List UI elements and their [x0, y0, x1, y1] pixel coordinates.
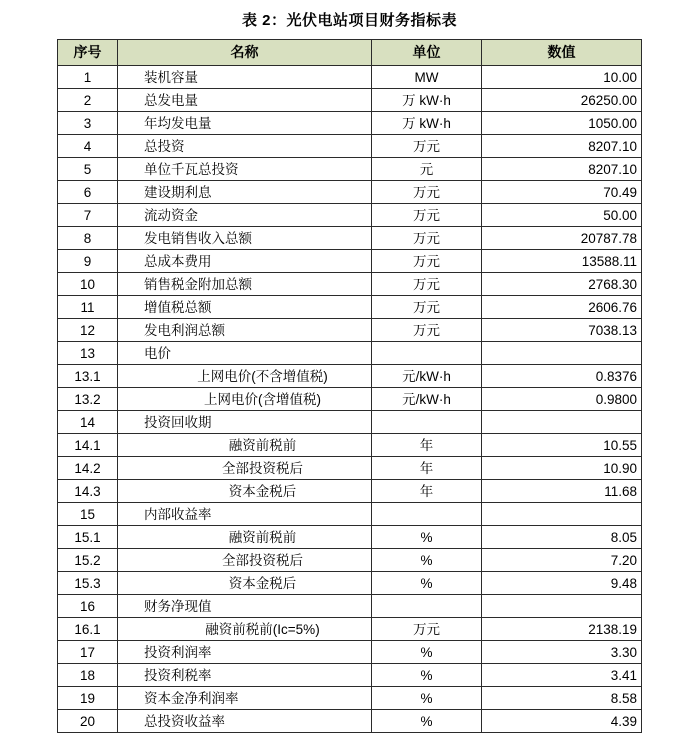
cell-value: 0.9800: [482, 388, 642, 411]
table-row: [58, 618, 642, 641]
cell-name: 上网电价(含增值税): [118, 388, 372, 411]
cell-name: 融资前税前: [118, 434, 372, 457]
cell-no: 19: [58, 687, 118, 710]
cell-name: 融资前税前(Ic=5%): [118, 618, 372, 641]
cell-unit: 万元: [372, 135, 482, 158]
cell-name: 总成本费用: [118, 250, 372, 273]
cell-value: [482, 342, 642, 365]
column-header-value: 数值: [482, 40, 642, 66]
cell-no: 12: [58, 319, 118, 342]
cell-unit: %: [372, 549, 482, 572]
table-row: [58, 250, 642, 273]
cell-no: 16.1: [58, 618, 118, 641]
cell-unit: %: [372, 664, 482, 687]
table-row: [58, 296, 642, 319]
cell-no: 14.2: [58, 457, 118, 480]
cell-no: 2: [58, 89, 118, 112]
cell-unit: 万元: [372, 618, 482, 641]
cell-name: 电价: [118, 342, 372, 365]
cell-unit: %: [372, 710, 482, 733]
cell-unit: [372, 503, 482, 526]
table-row: [58, 273, 642, 296]
page-title: 表 2：光伏电站项目财务指标表: [241, 12, 457, 29]
column-header-unit: 单位: [372, 40, 482, 66]
cell-name: 全部投资税后: [118, 549, 372, 572]
table-row: [58, 457, 642, 480]
table-row: [58, 641, 642, 664]
cell-name: 财务净现值: [118, 595, 372, 618]
cell-value: 2768.30: [482, 273, 642, 296]
cell-unit: %: [372, 687, 482, 710]
cell-unit: %: [372, 526, 482, 549]
table-row: [58, 549, 642, 572]
cell-no: 9: [58, 250, 118, 273]
cell-name: 融资前税前: [118, 526, 372, 549]
cell-unit: [372, 342, 482, 365]
table-row: [58, 411, 642, 434]
cell-value: [482, 595, 642, 618]
cell-no: 15.1: [58, 526, 118, 549]
cell-no: 6: [58, 181, 118, 204]
cell-value: 8207.10: [482, 135, 642, 158]
table-row: [58, 319, 642, 342]
table-row: [58, 572, 642, 595]
table-header-row: [58, 40, 642, 66]
cell-no: 4: [58, 135, 118, 158]
cell-value: [482, 411, 642, 434]
table-row: [58, 204, 642, 227]
cell-unit: 年: [372, 480, 482, 503]
cell-name: 发电利润总额: [118, 319, 372, 342]
cell-name: 年均发电量: [118, 112, 372, 135]
cell-unit: 年: [372, 434, 482, 457]
cell-value: 8.05: [482, 526, 642, 549]
cell-unit: [372, 595, 482, 618]
cell-value: 10.55: [482, 434, 642, 457]
cell-no: 15: [58, 503, 118, 526]
cell-no: 7: [58, 204, 118, 227]
cell-name: 内部收益率: [118, 503, 372, 526]
cell-name: 发电销售收入总额: [118, 227, 372, 250]
cell-name: 投资利税率: [118, 664, 372, 687]
cell-value: 2138.19: [482, 618, 642, 641]
cell-unit: MW: [372, 66, 482, 89]
financial-indicators-table: [57, 39, 642, 733]
cell-unit: 万 kW·h: [372, 112, 482, 135]
table-row: [58, 89, 642, 112]
cell-unit: 万元: [372, 204, 482, 227]
table-row: [58, 664, 642, 687]
table-row: [58, 388, 642, 411]
cell-name: 总投资: [118, 135, 372, 158]
cell-value: 10.00: [482, 66, 642, 89]
table-row: [58, 342, 642, 365]
cell-no: 15.2: [58, 549, 118, 572]
cell-unit: 元/kW·h: [372, 365, 482, 388]
cell-name: 资本金税后: [118, 572, 372, 595]
table-row: [58, 687, 642, 710]
cell-no: 11: [58, 296, 118, 319]
cell-unit: 元/kW·h: [372, 388, 482, 411]
cell-no: 13.1: [58, 365, 118, 388]
table-row: [58, 434, 642, 457]
cell-unit: 万元: [372, 273, 482, 296]
cell-no: 3: [58, 112, 118, 135]
cell-value: [482, 503, 642, 526]
cell-value: 1050.00: [482, 112, 642, 135]
column-header-name: 名称: [118, 40, 372, 66]
table-row: [58, 710, 642, 733]
cell-no: 18: [58, 664, 118, 687]
cell-value: 2606.76: [482, 296, 642, 319]
cell-no: 13.2: [58, 388, 118, 411]
cell-name: 销售税金附加总额: [118, 273, 372, 296]
cell-name: 投资回收期: [118, 411, 372, 434]
cell-no: 16: [58, 595, 118, 618]
cell-no: 14.1: [58, 434, 118, 457]
cell-no: 13: [58, 342, 118, 365]
cell-no: 17: [58, 641, 118, 664]
cell-name: 投资利润率: [118, 641, 372, 664]
cell-value: 0.8376: [482, 365, 642, 388]
cell-name: 资本金净利润率: [118, 687, 372, 710]
table-row: [58, 227, 642, 250]
table-body: [58, 66, 642, 733]
column-header-no: 序号: [58, 40, 118, 66]
cell-unit: 万元: [372, 250, 482, 273]
cell-value: 3.41: [482, 664, 642, 687]
cell-name: 资本金税后: [118, 480, 372, 503]
cell-no: 20: [58, 710, 118, 733]
cell-no: 10: [58, 273, 118, 296]
cell-name: 增值税总额: [118, 296, 372, 319]
cell-value: 13588.11: [482, 250, 642, 273]
cell-name: 总发电量: [118, 89, 372, 112]
cell-unit: 万元: [372, 319, 482, 342]
table-row: [58, 595, 642, 618]
table-row: [58, 526, 642, 549]
table-header: [58, 40, 642, 66]
cell-no: 14.3: [58, 480, 118, 503]
cell-value: 8207.10: [482, 158, 642, 181]
cell-unit: 万元: [372, 181, 482, 204]
table-row: [58, 181, 642, 204]
table-row: [58, 112, 642, 135]
cell-value: 70.49: [482, 181, 642, 204]
cell-no: 15.3: [58, 572, 118, 595]
cell-unit: %: [372, 572, 482, 595]
cell-name: 总投资收益率: [118, 710, 372, 733]
cell-value: 8.58: [482, 687, 642, 710]
cell-name: 单位千瓦总投资: [118, 158, 372, 181]
table-row: [58, 135, 642, 158]
cell-name: 建设期利息: [118, 181, 372, 204]
cell-value: 10.90: [482, 457, 642, 480]
cell-value: 7.20: [482, 549, 642, 572]
cell-unit: %: [372, 641, 482, 664]
cell-value: 3.30: [482, 641, 642, 664]
cell-unit: 元: [372, 158, 482, 181]
cell-value: 4.39: [482, 710, 642, 733]
cell-value: 9.48: [482, 572, 642, 595]
cell-no: 5: [58, 158, 118, 181]
cell-unit: 万 kW·h: [372, 89, 482, 112]
cell-name: 上网电价(不含增值税): [118, 365, 372, 388]
cell-unit: 万元: [372, 227, 482, 250]
cell-no: 8: [58, 227, 118, 250]
table-row: [58, 365, 642, 388]
cell-unit: 年: [372, 457, 482, 480]
cell-no: 1: [58, 66, 118, 89]
table-row: [58, 158, 642, 181]
cell-unit: [372, 411, 482, 434]
cell-value: 20787.78: [482, 227, 642, 250]
cell-value: 7038.13: [482, 319, 642, 342]
cell-name: 装机容量: [118, 66, 372, 89]
cell-value: 11.68: [482, 480, 642, 503]
table-row: [58, 503, 642, 526]
cell-name: 全部投资税后: [118, 457, 372, 480]
cell-value: 26250.00: [482, 89, 642, 112]
table-row: [58, 480, 642, 503]
table-row: [58, 66, 642, 89]
cell-value: 50.00: [482, 204, 642, 227]
cell-name: 流动资金: [118, 204, 372, 227]
cell-no: 14: [58, 411, 118, 434]
cell-unit: 万元: [372, 296, 482, 319]
